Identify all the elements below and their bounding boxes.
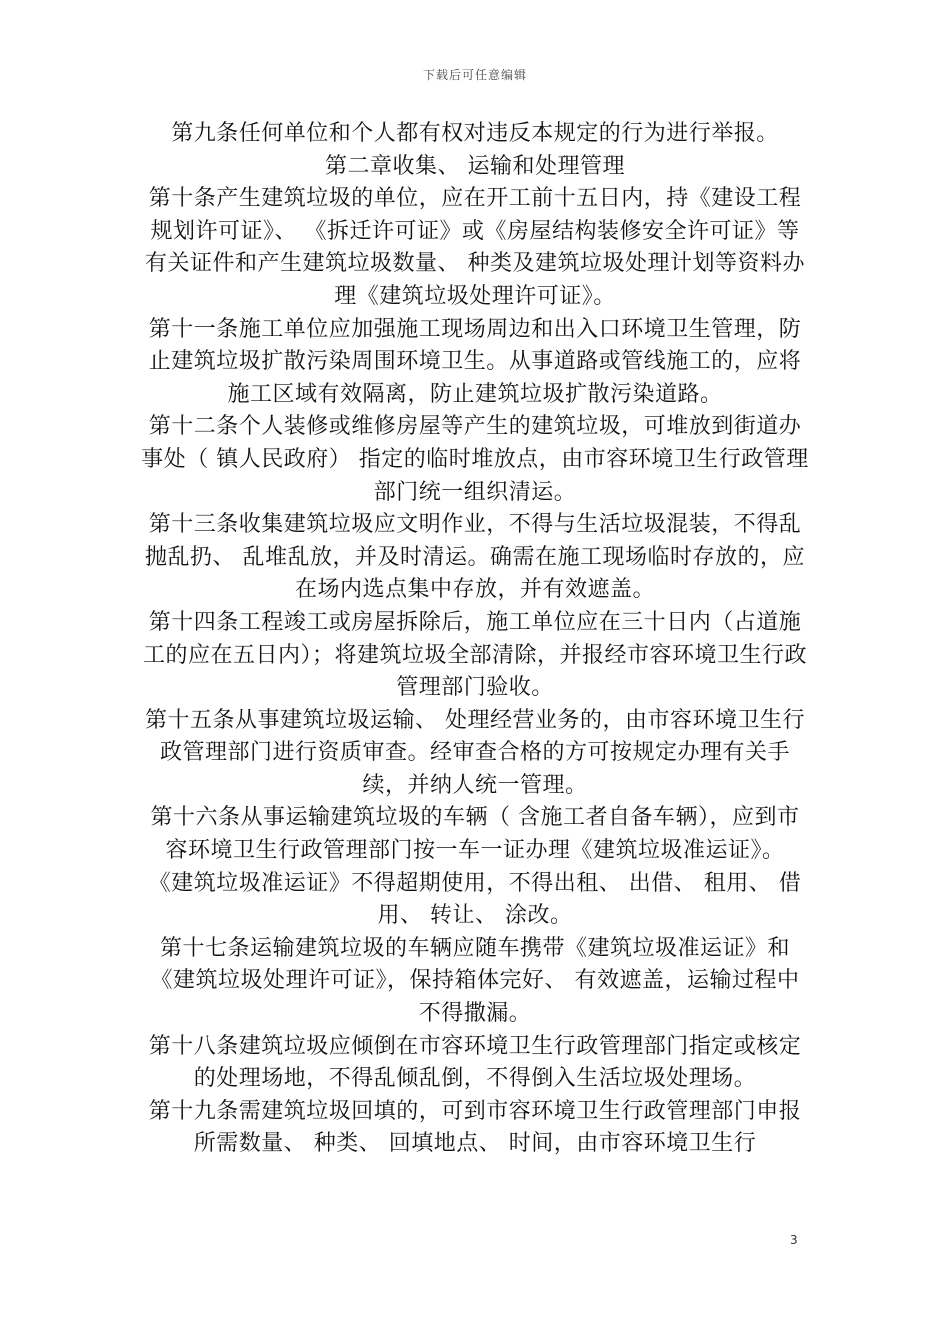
paragraph-article-10: 第十条产生建筑垃圾的单位，应在开工前十五日内，持《建设工程规划许可证》、 《拆迁许可证》或《房屋结构装修安全许可证》等有关证件和产生建筑垃圾数量、 种类及建筑垃圾处理计划等资料办理《建筑垃圾处理许可证》。 [145, 186, 805, 309]
paragraph-article-16: 第十六条从事运输建筑垃圾的车辆（ 含施工者自备车辆），应到市容环境卫生行政管理部门按一车一证办理《建筑垃圾准运证》。 [150, 805, 800, 864]
document-body [140, 118, 810, 1161]
paragraph-article-12: 第十二条个人装修或维修房屋等产生的建筑垃圾，可堆放到街道办事处（ 镇人民政府） 指定的临时堆放点，由市容环境卫生行政管理部门统一组织清运。 [141, 414, 809, 505]
chapter-heading: 第二章收集、 运输和处理管理 [325, 153, 625, 179]
page-header: 下载后可任意编辑 [422, 68, 527, 82]
page-number: 3 [790, 1233, 798, 1247]
paragraph-article-19: 第十九条需建筑垃圾回填的，可到市容环境卫生行政管理部门申报所需数量、 种类、 回填地点、 时间，由市容环境卫生行 [148, 1098, 802, 1157]
paragraph-article-17: 第十七条运输建筑垃圾的车辆应随车携带《建筑垃圾准运证》和《建筑垃圾处理许可证》，保持箱体完好、 有效遮盖，运输过程中不得撒漏。 [150, 935, 800, 1027]
paragraph-article-13: 第十三条收集建筑垃圾应文明作业，不得与生活垃圾混装，不得乱抛乱扔、 乱堆乱放，并及时清运。确需在施工现场临时存放的，应在场内选点集中存放，并有效遮盖。 [145, 512, 805, 603]
paragraph-article-18: 第十八条建筑垃圾应倾倒在市容环境卫生行政管理部门指定或核定的处理场地，不得乱倾乱倒，不得倒入生活垃圾处理场。 [148, 1033, 802, 1092]
paragraph-article-14: 第十四条工程竣工或房屋拆除后，施工单位应在三十日内（占道施工的应在五日内）；将建筑垃圾全部清除，并报经市容环境卫生行政管理部门验收。 [142, 609, 807, 701]
paragraph-article-9: 第九条任何单位和个人都有权对违反本规定的行为进行举报。 [171, 121, 779, 146]
paragraph-article-15: 第十五条从事建筑垃圾运输、 处理经营业务的，由市容环境卫生行政管理部门进行资质审查。经审查合格的方可按规定办理有关手续，并纳人统一管理。 [145, 707, 805, 798]
paragraph-article-11: 第十一条施工单位应加强施工现场周边和出入口环境卫生管理，防止建筑垃圾扩散污染周围环境卫生。从事道路或管线施工的，应将施工区域有效隔离，防止建筑垃圾扩散污染道路。 [148, 316, 802, 407]
paragraph-permit-rules: 《建筑垃圾准运证》不得超期使用，不得出租、 出借、 租用、 借用、 转让、 涂改。 [148, 870, 802, 929]
